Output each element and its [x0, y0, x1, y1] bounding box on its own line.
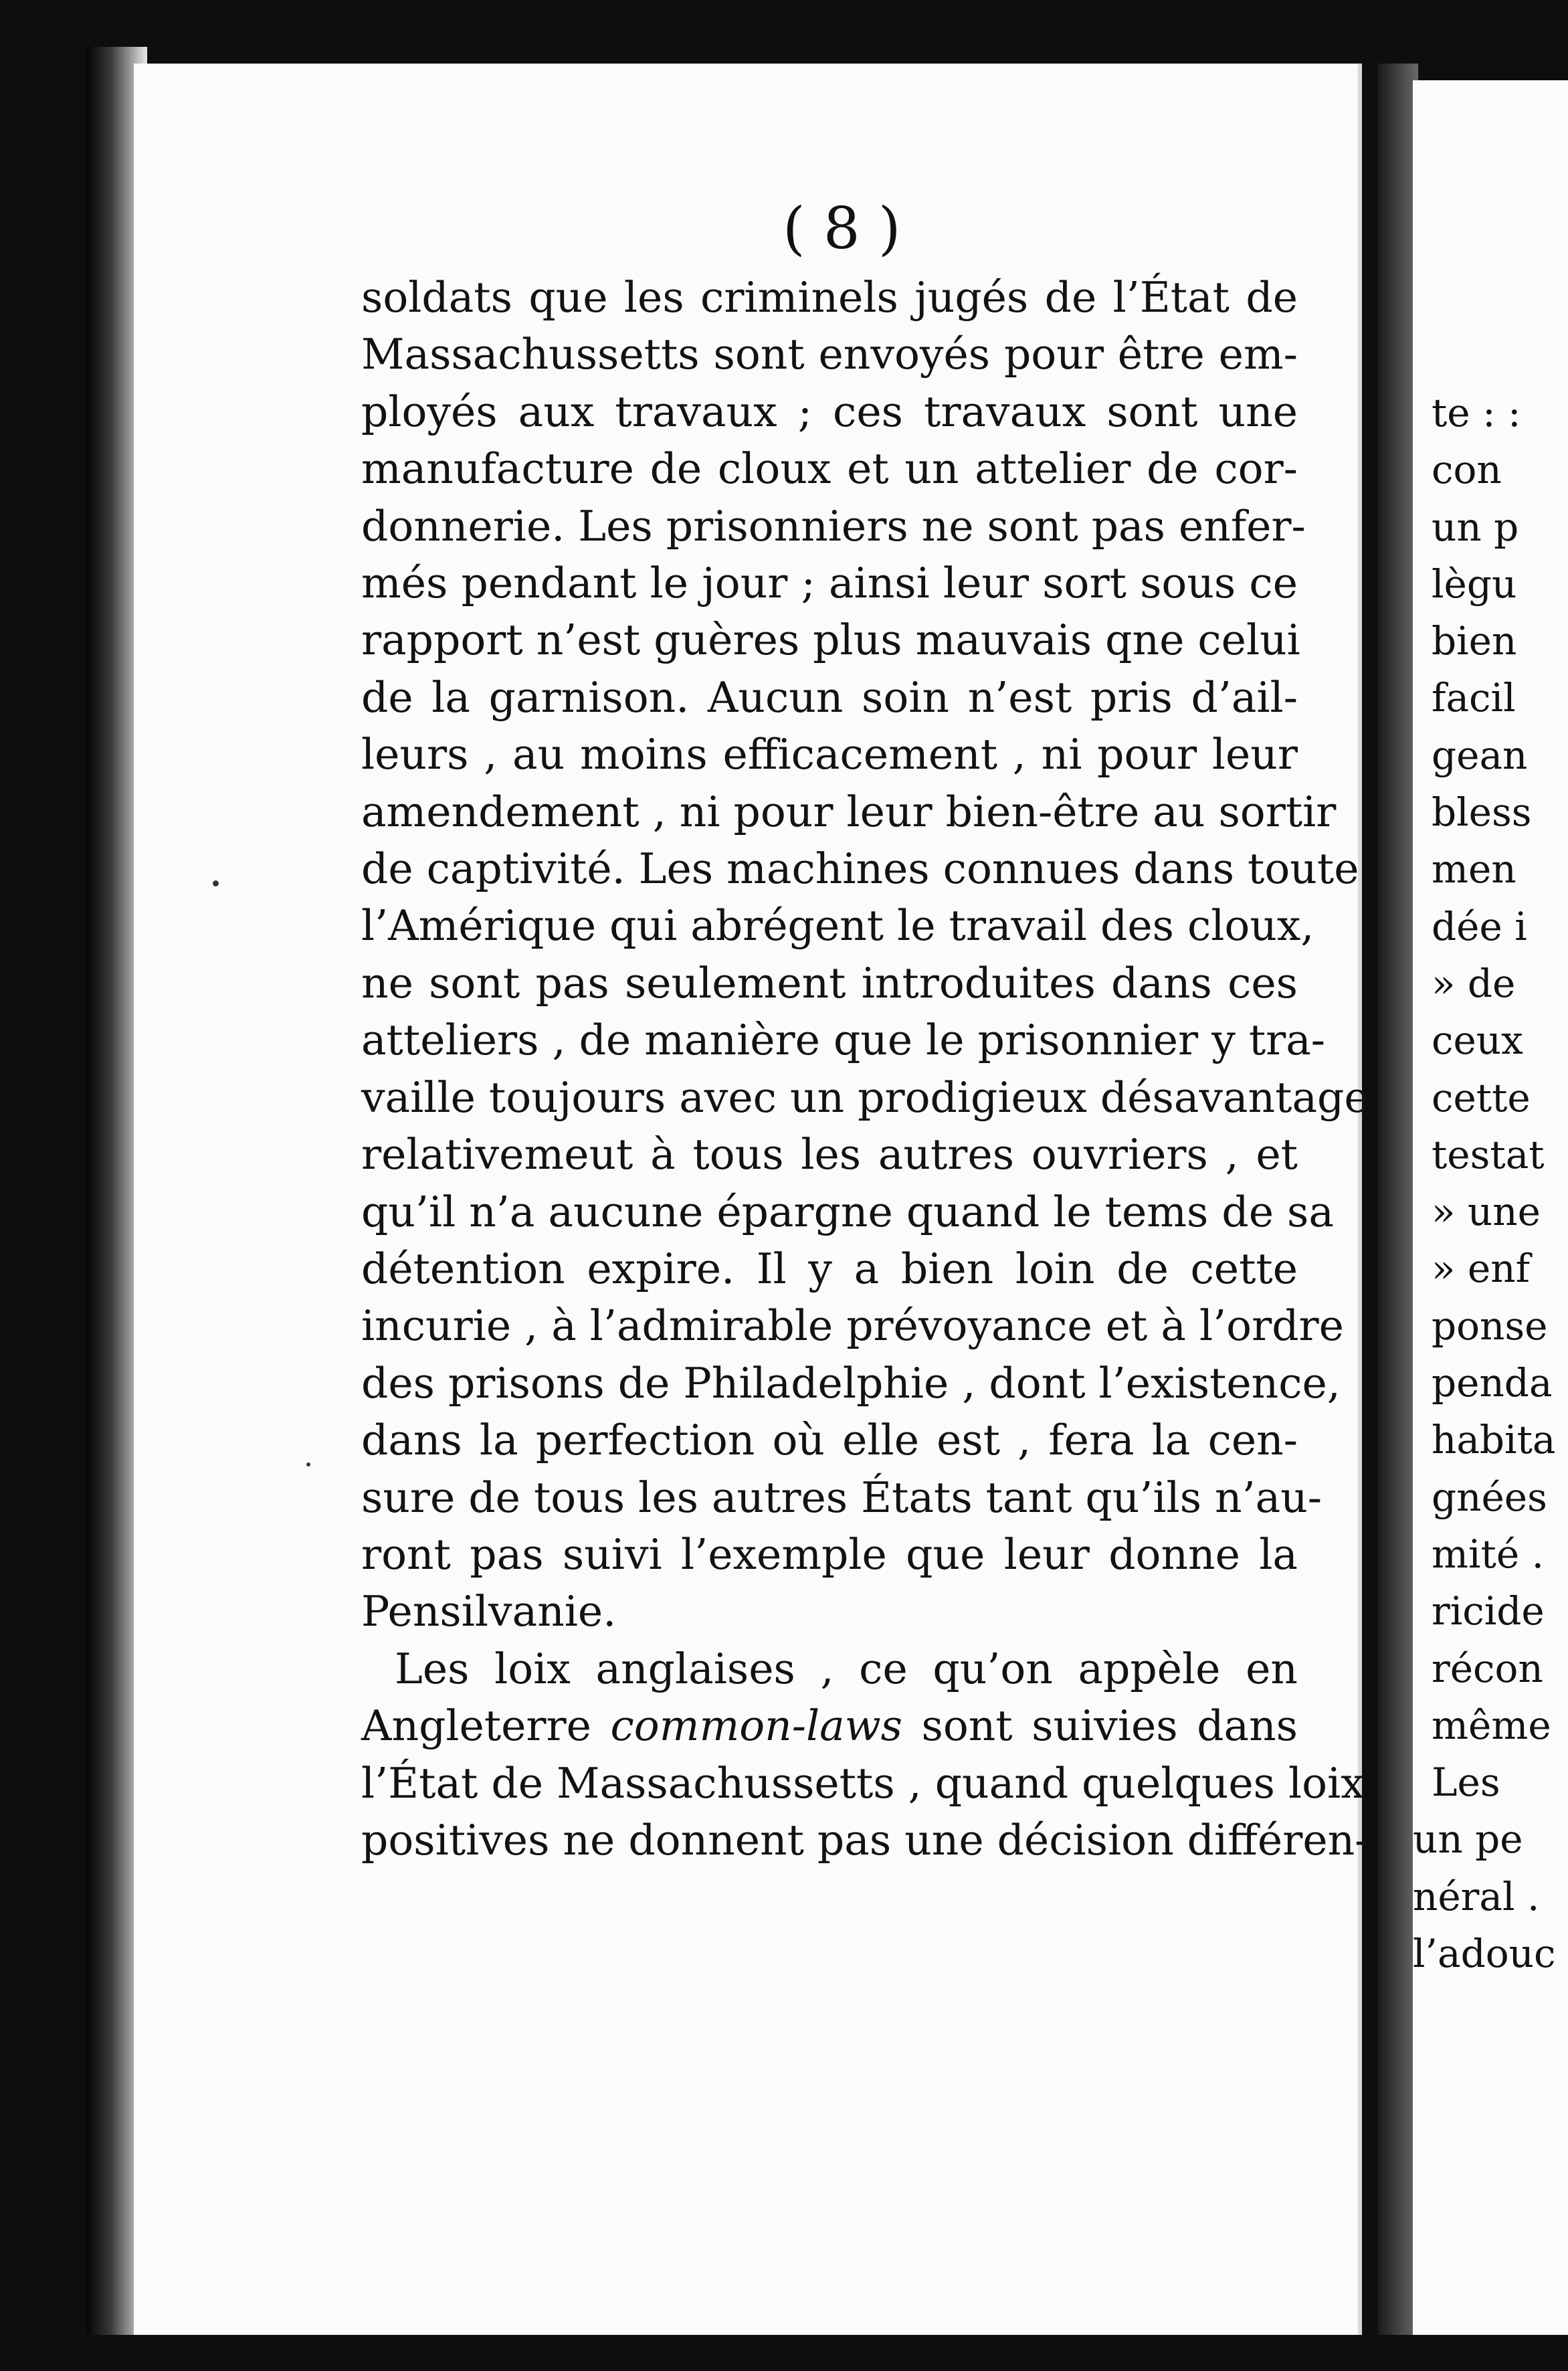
right-fragment: habita — [1432, 1417, 1556, 1463]
right-fragment: un p — [1432, 504, 1519, 550]
right-fragment: lègu — [1432, 561, 1517, 607]
right-fragment: mité . — [1432, 1531, 1545, 1577]
right-fragment: » de — [1432, 960, 1516, 1006]
text-line: l’Amérique qui abrégent le travail des cloux, — [361, 901, 1314, 951]
text-line: donnerie. Les prisonniers ne sont pas enfer- — [361, 501, 1306, 551]
text-line: qu’il n’a aucune épargne quand le tems de sa — [361, 1187, 1334, 1236]
text-line: détention expire. Il y a bien loin de cette — [361, 1244, 1298, 1293]
right-fragment: Les — [1432, 1760, 1500, 1806]
text-line: més pendant le jour ; ainsi leur sort sous ce — [361, 559, 1298, 608]
text-line: incurie , à l’admirable prévoyance et à l’ordre — [361, 1301, 1344, 1351]
text-line: l’État de Massachussetts , quand quelques loix — [361, 1758, 1365, 1808]
text-line: ront pas suivi l’exemple que leur donne la — [361, 1529, 1298, 1579]
text-line: sure de tous les autres États tant qu’ils n’au- — [361, 1473, 1322, 1522]
text-line: de la garnison. Aucun soin n’est pris d’ail- — [361, 672, 1298, 722]
right-fragment: néral . — [1413, 1873, 1540, 1919]
right-fragment: cette — [1432, 1074, 1531, 1121]
italic-term: common-laws — [610, 1701, 902, 1751]
right-fragment: penda — [1432, 1360, 1553, 1406]
right-fragment: récon — [1432, 1645, 1543, 1691]
text-line: des prisons de Philadelphie , dont l’existence, — [361, 1358, 1341, 1408]
text-line: Massachussetts sont envoyés pour être em- — [361, 330, 1298, 379]
right-fragment: un pe — [1413, 1816, 1523, 1863]
text-line: dans la perfection où elle est , fera la cen- — [361, 1416, 1298, 1465]
text-line: rapport n’est guères plus mauvais qne celui — [361, 615, 1300, 665]
text-line: positives ne donnent pas une décision différen- — [361, 1815, 1369, 1865]
text-line: ne sont pas seulement introduites dans ces — [361, 958, 1298, 1008]
right-fragment: men — [1432, 846, 1516, 892]
right-fragment: con — [1432, 447, 1502, 493]
text-line: de captivité. Les machines connues dans toute — [361, 844, 1359, 894]
text-line: soldats que les criminels jugés de l’État de — [361, 273, 1298, 322]
right-fragment: testat — [1432, 1131, 1545, 1177]
right-fragment: dée i — [1432, 903, 1527, 949]
text-line: amendement , ni pour leur bien-être au sortir — [361, 787, 1337, 836]
text-run: sont suivies dans — [902, 1701, 1298, 1751]
page-number: ( 8 ) — [783, 195, 901, 262]
ink-speck — [306, 1462, 310, 1466]
paragraph-start-line: Les loix anglaises , ce qu’on appèle en — [395, 1644, 1298, 1693]
right-fragment: » enf — [1432, 1246, 1531, 1292]
ink-speck — [213, 880, 219, 886]
right-fragment: » une — [1432, 1189, 1541, 1235]
right-fragment: l’adouc — [1413, 1931, 1556, 1977]
text-line: relativemeut à tous les autres ouvriers , et — [361, 1130, 1298, 1179]
text-line: manufacture de cloux et un attelier de cor- — [361, 444, 1298, 494]
text-line: ployés aux travaux ; ces travaux sont une — [361, 387, 1298, 436]
right-fragment: bien — [1432, 618, 1517, 664]
text-line: atteliers , de manière que le prisonnier y tra- — [361, 1016, 1326, 1065]
body-text — [361, 269, 1369, 1869]
right-fragment: gnées — [1432, 1474, 1547, 1520]
text-run: Angleterre — [361, 1701, 611, 1751]
right-fragment: te : : — [1432, 390, 1521, 436]
text-line: vaille toujours avec un prodigieux désavantage — [361, 1072, 1369, 1122]
right-fragment: gean — [1432, 732, 1528, 778]
right-fragment: facil — [1432, 675, 1516, 721]
text-line — [361, 1697, 1298, 1754]
right-page-text — [1413, 385, 1556, 1982]
right-fragment: ceux — [1432, 1018, 1523, 1064]
right-fragment: ponse — [1432, 1303, 1548, 1349]
page-fold-shadow — [1378, 64, 1418, 2335]
right-fragment: bless — [1432, 789, 1532, 836]
text-line: Pensilvanie. — [361, 1587, 617, 1636]
right-fragment: ricide — [1432, 1588, 1545, 1634]
text-line: leurs , au moins efficacement , ni pour leur — [361, 730, 1298, 779]
right-page-edge — [1413, 80, 1568, 2335]
right-fragment: même — [1432, 1702, 1551, 1748]
